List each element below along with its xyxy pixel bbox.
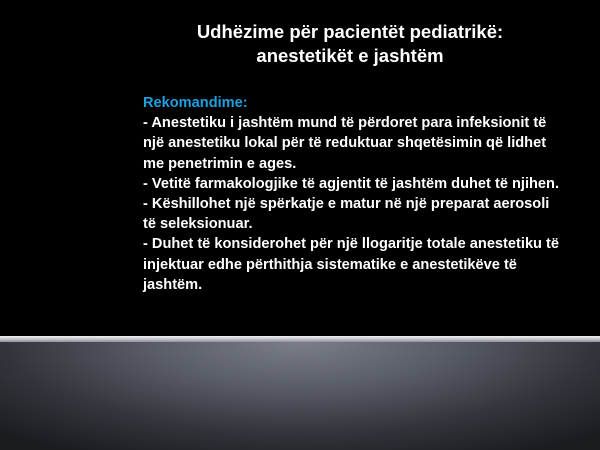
recommendation-item: - Anestetiku i jashtëm mund të përdoret para infeksionit të një anestetiku lokal për të reduktuar shqetësimin që lidhet me penetrimin e ages.: [143, 115, 547, 172]
recommendation-item: - Duhet të konsiderohet për një llogaritje totale anestetiku të injektuar edhe përthithja sistematike e anestetikëve të jashtëm.: [143, 236, 560, 293]
recommendation-item: - Këshillohet një spërkatje e matur në një preparat aerosoli të seleksionuar.: [143, 196, 550, 233]
slide-body: [143, 93, 563, 295]
slide-title-line: anestetikët e jashtëm: [256, 45, 444, 66]
slide-title-line: Udhëzime për pacientët pediatrikë:: [196, 21, 504, 42]
recommendation-item: - Vetitë farmakologjike të agjentit të jashtëm duhet të njihen.: [143, 175, 560, 192]
slide-title: [150, 20, 550, 68]
slide-footer-panel: [0, 342, 600, 450]
recommendations-heading: Rekomandime:: [143, 95, 248, 111]
